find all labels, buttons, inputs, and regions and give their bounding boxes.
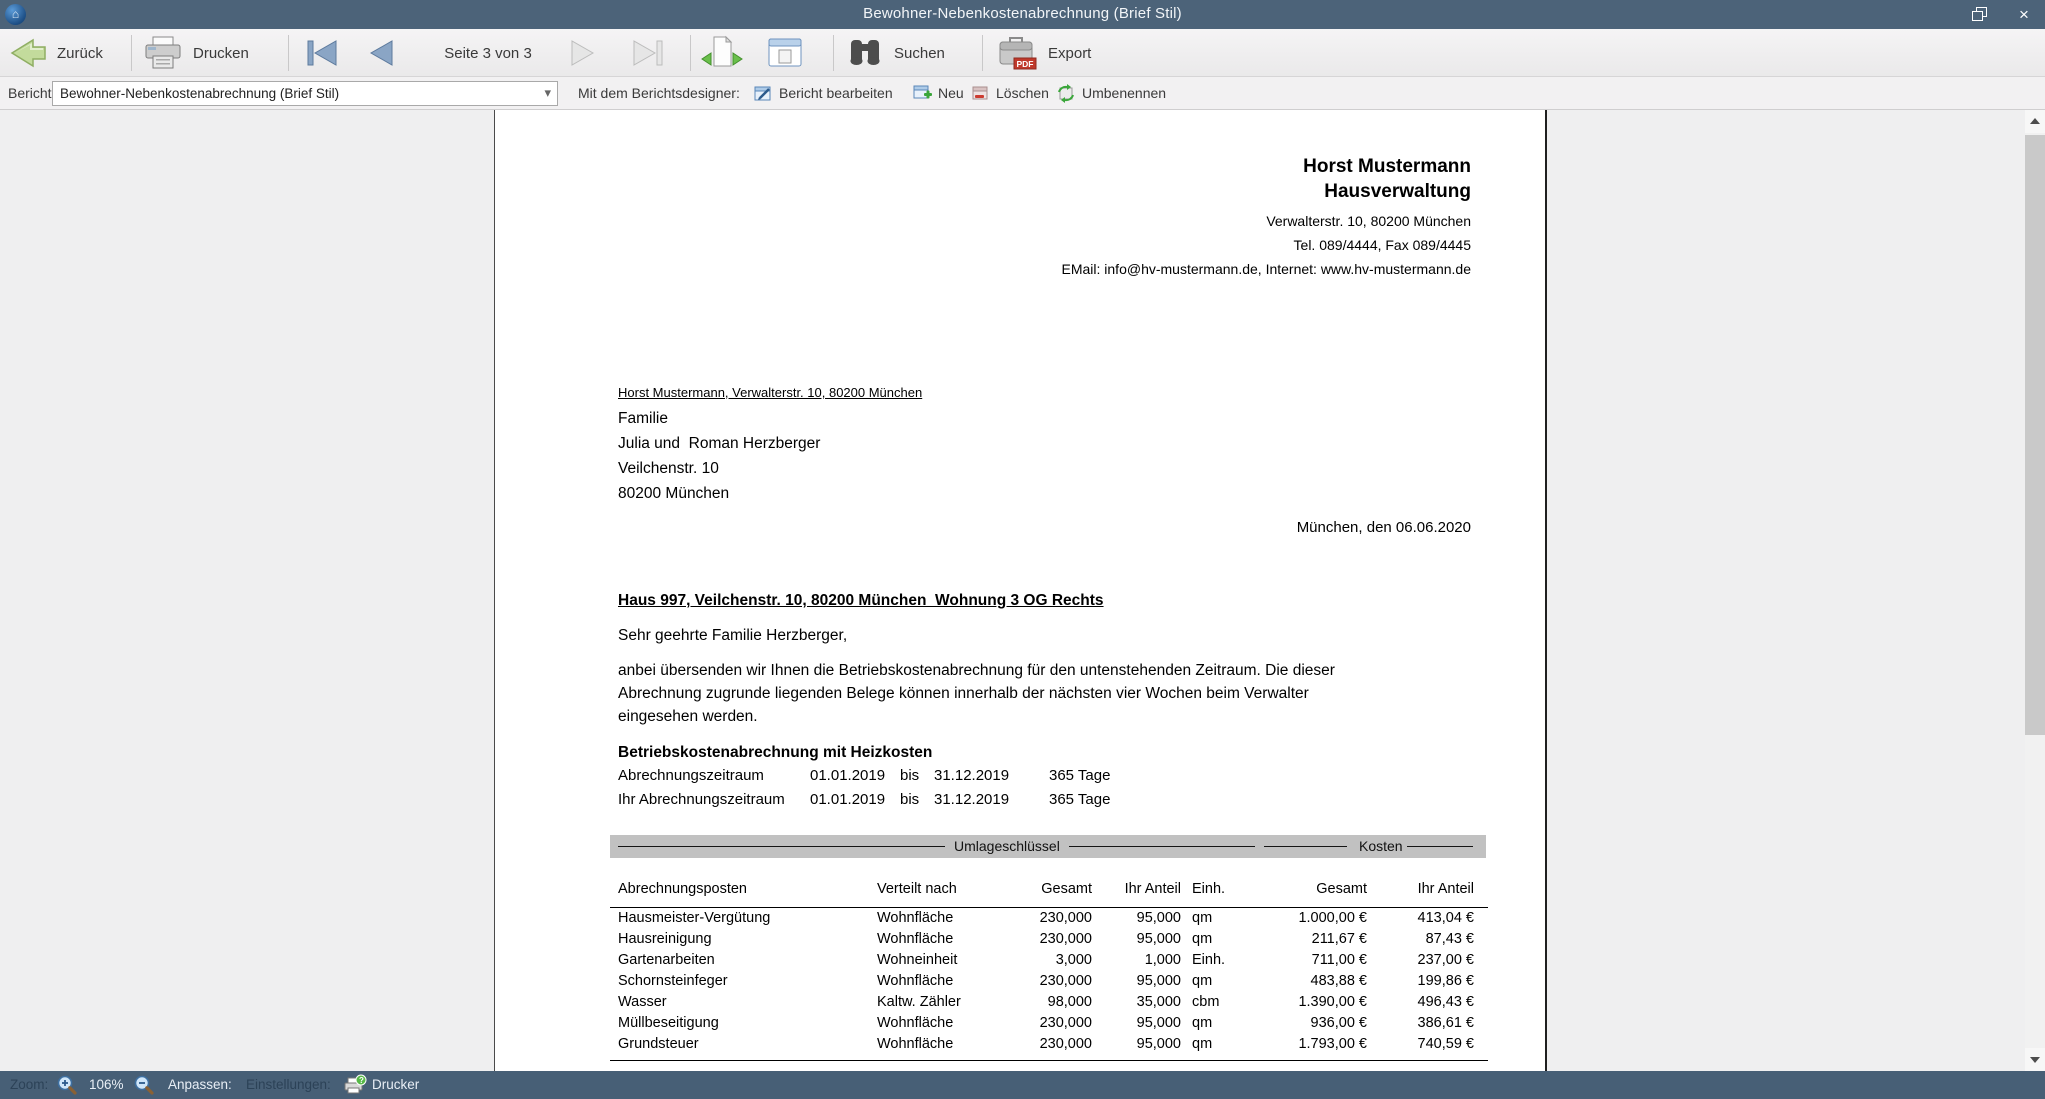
body-line: anbei übersenden wir Ihnen die Betriebskostenabrechnung für den untenstehenden Zeitraum. Die dieser [618,662,1335,679]
page-status: Seite 3 von 3 [444,44,532,62]
date-line: München, den 06.06.2020 [1296,519,1471,536]
chevron-down-icon: ▾ [544,85,551,100]
table-row: Wasser Kaltw. Zähler 98,000 35,000 cbm 1.390,00 € 496,43 € [618,994,1474,1010]
body-line: eingesehen werden. [618,708,758,725]
table-rule [610,907,1488,908]
document-page [494,110,1547,1071]
first-page-icon [300,37,344,69]
section-title: Betriebskostenabrechnung mit Heizkosten [618,744,933,761]
table-row: Hausmeister-Vergütung Wohnfläche 230,000 95,000 qm 1.000,00 € 413,04 € [618,910,1474,926]
status-bar [0,1071,2045,1099]
toolbar-separator [833,35,834,71]
zoom-value: 106% [89,1077,124,1092]
main-toolbar [0,29,2045,77]
restore-window-button[interactable] [1963,0,1997,29]
report-label: Bericht [8,85,52,101]
report-select-value: Bewohner-Nebenkostenabrechnung (Brief Stil) [60,86,340,101]
new-report-icon [913,84,932,103]
subject-line: Haus 997, Veilchenstr. 10, 80200 München Wohnung 3 OG Rechts [618,592,1104,609]
table-header-row: Abrechnungsposten Verteilt nach Gesamt Ihr Anteil Einh. Gesamt Ihr Anteil [618,881,1474,897]
scroll-up-button[interactable] [2025,110,2045,133]
printer-icon [142,35,184,71]
table-group-band [610,835,1486,858]
page-preview-icon [764,35,806,71]
fit-page-width-icon [700,35,744,71]
sender-line: Horst Mustermann, Verwalterstr. 10, 80200 München [618,385,923,400]
recipient-address [618,406,820,506]
last-page-icon [626,37,670,69]
printer-settings-button[interactable] [343,1074,367,1099]
fit-label[interactable]: Anpassen: [168,1077,232,1092]
zoom-out-button[interactable] [133,1074,155,1099]
scrollbar-thumb[interactable] [2025,135,2045,735]
scroll-down-icon [2030,1057,2040,1063]
designer-label: Mit dem Berichtsdesigner: [578,85,740,101]
toolbar-separator [131,35,132,71]
table-row: Grundsteuer Wohnfläche 230,000 95,000 qm 1.793,00 € 740,59 € [618,1036,1474,1052]
delete-report-button[interactable]: Löschen [971,77,1049,109]
scroll-up-icon [2030,118,2040,124]
rename-report-button[interactable]: Umbenennen [1056,77,1166,109]
table-row: Müllbeseitigung Wohnfläche 230,000 95,000 qm 936,00 € 386,61 € [618,1015,1474,1031]
fit-page-width-button[interactable] [700,29,744,77]
letterhead-department: Hausverwaltung [1324,181,1471,202]
billing-period-row: Ihr Abrechnungszeitraum 01.01.2019 bis 31.12.2019 365 Tage [618,791,1111,808]
rename-report-icon [1056,84,1076,103]
recipient-line: Familie [618,410,668,427]
back-arrow-icon [8,37,48,69]
first-page-button[interactable] [300,29,344,77]
zoom-label: Zoom: [10,1077,49,1092]
printer-label[interactable]: Drucker [372,1077,420,1092]
next-page-icon [562,37,602,69]
edit-report-button[interactable]: Bericht bearbeiten [754,77,893,109]
toolbar-separator [288,35,289,71]
letterhead-contact: EMail: info@hv-mustermann.de, Internet: www.hv-mustermann.de [1061,261,1471,277]
svg-text:PDF: PDF [1016,59,1034,69]
app-icon: ⌂ [5,4,26,25]
previous-page-icon [362,37,402,69]
recipient-line: Veilchenstr. 10 [618,460,719,477]
print-button[interactable]: Drucken [142,29,249,77]
export-button[interactable]: PDF Export [995,29,1091,77]
letterhead-name: Horst Mustermann [1303,156,1471,177]
edit-report-icon [754,84,773,103]
page-preview-button[interactable] [764,29,806,77]
billing-period-row: Abrechnungszeitraum 01.01.2019 bis 31.12.2019 365 Tage [618,767,1111,784]
back-button[interactable]: Zurück [8,29,103,77]
salutation: Sehr geehrte Familie Herzberger, [618,627,848,644]
recipient-line: Julia und Roman Herzberger [618,435,821,452]
scroll-down-button[interactable] [2025,1048,2045,1071]
band-label-kosten: Kosten [1359,838,1403,854]
band-label-umlageschluessel: Umlageschlüssel [954,838,1060,854]
toolbar-separator [690,35,691,71]
last-page-button[interactable] [626,29,670,77]
close-window-button[interactable]: × [2019,5,2029,24]
letterhead [1062,154,1472,281]
settings-label: Einstellungen: [246,1077,331,1092]
body-line: Abrechnung zugrunde liegenden Belege können innerhalb der nächsten vier Wochen beim Verwalter [618,685,1309,702]
table-row: Hausreinigung Wohnfläche 230,000 95,000 qm 211,67 € 87,43 € [618,931,1474,947]
table-row: Gartenarbeiten Wohneinheit 3,000 1,000 Einh. 711,00 € 237,00 € [618,952,1474,968]
zoom-out-icon [133,1074,155,1096]
document-preview-area [0,110,2045,1071]
table-rule [610,1060,1488,1061]
letterhead-address: Verwalterstr. 10, 80200 München [1266,213,1471,229]
zoom-in-button[interactable] [56,1074,78,1099]
new-report-button[interactable]: Neu [913,77,964,109]
letter-body [618,659,1335,728]
window-title: Bewohner-Nebenkostenabrechnung (Brief Stil) [863,5,1182,22]
zoom-in-icon [56,1074,78,1096]
export-pdf-icon [995,34,1039,72]
delete-report-icon [971,84,990,103]
report-select[interactable] [52,81,558,106]
report-bar [0,77,2045,110]
toolbar-separator [982,35,983,71]
letterhead-phone: Tel. 089/4444, Fax 089/4445 [1293,237,1471,253]
printer-status-icon [343,1074,367,1096]
previous-page-button[interactable] [362,29,402,77]
table-row: Schornsteinfeger Wohnfläche 230,000 95,000 qm 483,88 € 199,86 € [618,973,1474,989]
svg-text:?: ? [359,1076,364,1085]
title-bar [0,0,2045,29]
vertical-scrollbar[interactable] [2025,110,2045,1071]
next-page-button[interactable] [562,29,602,77]
binoculars-icon [845,35,885,71]
search-button[interactable]: Suchen [845,29,945,77]
recipient-line: 80200 München [618,485,730,502]
